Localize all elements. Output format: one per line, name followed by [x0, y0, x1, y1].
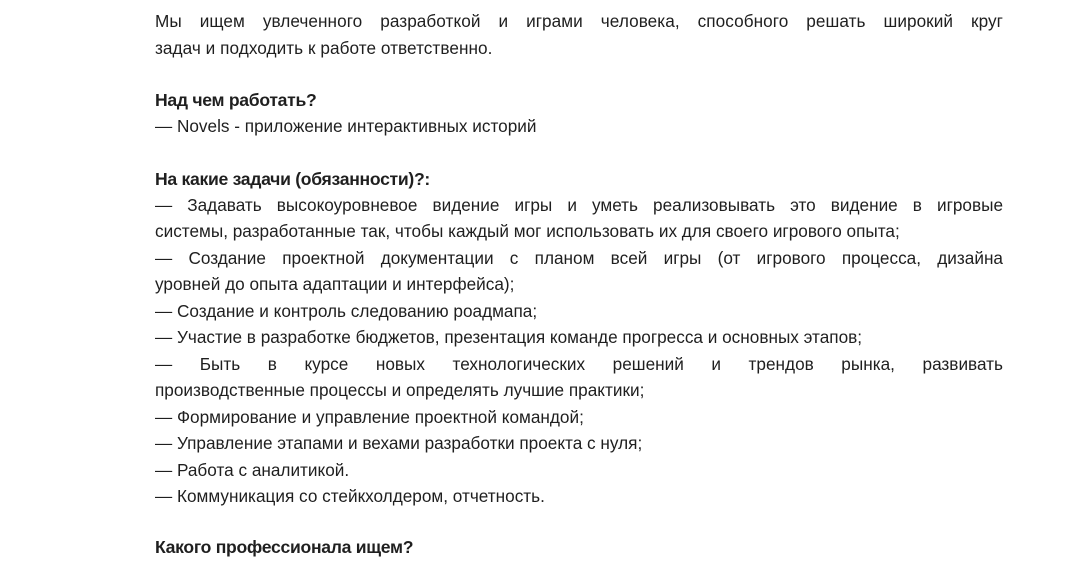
task-line: — Быть в курсе новых технологических решений и трендов рынка, развивать	[155, 353, 1003, 374]
task-line: — Создание и контроль следованию роадмапа;	[155, 300, 538, 321]
intro-line-2: задач и подходить к работе ответственно.	[155, 37, 493, 58]
task-line: уровней до опыта адаптации и интерфейса);	[155, 274, 515, 294]
task-line: производственные процессы и определять лучшие практики;	[155, 380, 645, 400]
task-line: — Формирование и управление проектной командой;	[155, 406, 584, 427]
document-page	[155, 8, 1003, 560]
intro-paragraph	[155, 8, 1003, 61]
intro-line-1: Мы ищем увлеченного разработкой и играми человека, способного решать широкий круг	[155, 11, 1003, 31]
task-item	[155, 430, 1003, 457]
task-item	[155, 298, 1003, 325]
task-line: — Создание проектной документации с планом всей игры (от игрового процесса, дизайна	[155, 247, 1003, 268]
task-item	[155, 192, 1003, 245]
task-line: — Коммуникация со стейкхолдером, отчетность.	[155, 486, 545, 506]
heading-profile: Какого профессионала ищем?	[155, 536, 414, 557]
task-line: — Управление этапами и вехами разработки проекта с нуля;	[155, 433, 643, 453]
heading-tasks: На какие задачи (обязанности)?:	[155, 168, 430, 189]
task-line: — Работа с аналитикой.	[155, 459, 350, 480]
tasks-list	[155, 192, 1003, 510]
task-item	[155, 351, 1003, 404]
project-item: — Novels - приложение интерактивных историй	[155, 116, 537, 136]
task-item	[155, 457, 1003, 484]
task-line: — Участие в разработке бюджетов, презентация команде прогресса и основных этапов;	[155, 327, 863, 347]
task-item	[155, 404, 1003, 431]
task-line: системы, разработанные так, чтобы каждый мог использовать их для своего игрового опыта;	[155, 221, 900, 241]
task-item	[155, 324, 1003, 351]
task-line: — Задавать высокоуровневое видение игры и уметь реализовывать это видение в игровые	[155, 194, 1003, 215]
task-item	[155, 245, 1003, 298]
task-item	[155, 483, 1003, 510]
heading-project: Над чем работать?	[155, 90, 317, 110]
